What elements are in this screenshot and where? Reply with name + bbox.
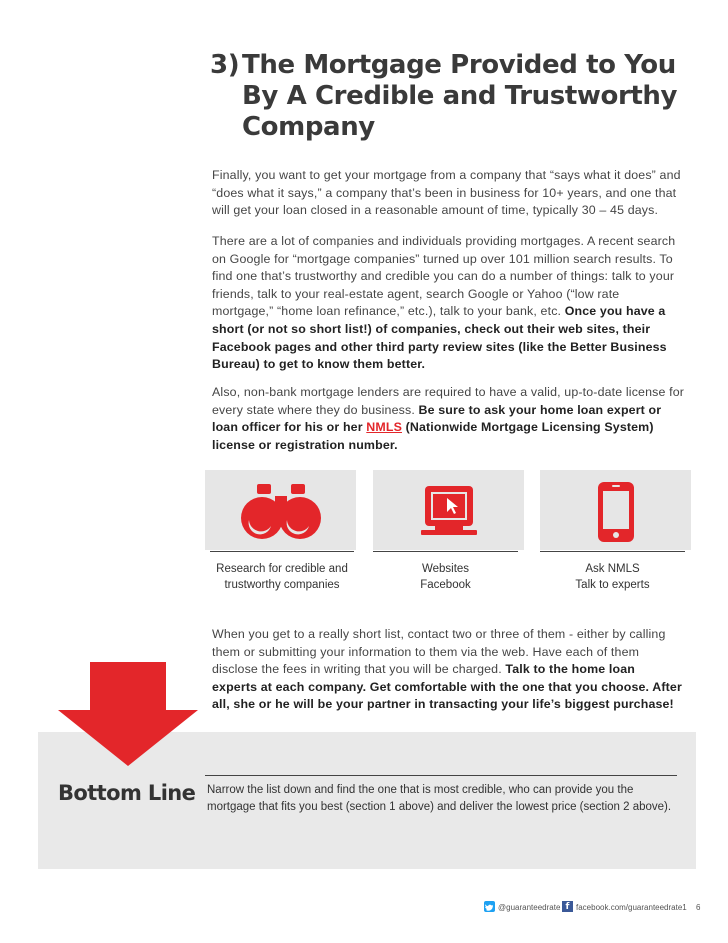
card-research xyxy=(205,470,356,550)
page-number: 6 xyxy=(696,903,701,912)
computer-monitor-icon xyxy=(421,484,477,536)
heading-line-2: By A Credible and Trustworthy xyxy=(242,81,678,111)
card-label-ask-nmls-line-2: Talk to experts xyxy=(575,579,650,591)
paragraph-shortlist-emphasis: Talk to the home loan experts at each company. Get comfortable with the one that you choose. After all, she or he will be your partner in transacting your life’s biggest purchase! xyxy=(212,662,682,712)
heading-line-1: The Mortgage Provided to You xyxy=(242,50,676,80)
card-label-research-line-1: Research for credible and xyxy=(216,563,348,575)
nmls-link[interactable]: NMLS xyxy=(366,420,402,435)
paragraph-shortlist xyxy=(212,626,682,714)
bottom-line-rule xyxy=(205,775,677,776)
twitter-handle[interactable]: @guaranteedrate xyxy=(498,903,561,912)
card-rule-2 xyxy=(373,551,518,552)
paragraph-licensing xyxy=(212,384,684,454)
paragraph-intro: Finally, you want to get your mortgage from a company that “says what it does” and “does what it says,” a company that’s been in business for 10+ years, and one that will get your loan closed in a reasonable amount of time, typically 30 – 45 days. xyxy=(212,168,681,218)
card-label-research xyxy=(205,561,359,593)
down-arrow-icon xyxy=(58,662,198,766)
paragraph-research-text: There are a lot of companies and individuals providing mortgages. A recent search on Google for “mortgage companies” turned up over 101 million search results. To find one that’s trustworthy and credible you can do a number of things: talk to your friends, talk to your real-estate agent, search Google or Yahoo (“low rate mortgage,” “home loan refinance,” etc.), talk to your bank, etc. xyxy=(212,234,676,319)
card-label-ask-nmls xyxy=(540,561,685,593)
paragraph-shortlist-text: When you get to a really short list, contact two or three of them - either by calling them or submitting your information to them via the web. Have each of them disclose the fees in writing that you will be charged. xyxy=(212,627,666,677)
heading-line-3: Company xyxy=(242,112,375,142)
facebook-url[interactable]: facebook.com/guaranteedrate1 xyxy=(576,903,687,912)
paragraph-research xyxy=(212,233,684,374)
card-websites xyxy=(373,470,524,550)
card-label-research-line-2: trustworthy companies xyxy=(224,579,340,591)
twitter-icon[interactable] xyxy=(484,901,495,912)
card-rule-3 xyxy=(540,551,685,552)
paragraph-licensing-emphasis-b: (Nationwide Mortgage Licensing System) license or registration number. xyxy=(212,420,654,452)
paragraph-research-emphasis: Once you have a short (or not so short list!) of companies, check out their web sites, their Facebook pages and other third party review sites (like the Better Business Bureau) to get to know them better. xyxy=(212,304,667,372)
card-label-websites xyxy=(373,561,518,593)
facebook-icon[interactable]: f xyxy=(562,901,573,912)
paragraph-licensing-text: Also, non-bank mortgage lenders are required to have a valid, up-to-date license for every state where they do business. xyxy=(212,385,685,417)
card-label-websites-line-1: Websites xyxy=(421,563,470,575)
binoculars-icon xyxy=(240,482,322,542)
section-heading xyxy=(210,50,680,143)
bottom-line-title: Bottom Line xyxy=(58,781,196,805)
card-label-websites-line-2: Facebook xyxy=(420,579,471,591)
card-label-ask-nmls-line-1: Ask NMLS xyxy=(585,563,640,575)
bottom-line-text: Narrow the list down and find the one that is most credible, who can provide you the mortgage that fits you best (section 1 above) and deliver the lowest price (section 2 above). xyxy=(207,784,672,813)
paragraph-licensing-emphasis-a: Be sure to ask your home loan expert or loan officer for his or her xyxy=(212,402,662,435)
smartphone-icon xyxy=(598,482,634,542)
card-ask-nmls xyxy=(540,470,691,550)
card-rule-1 xyxy=(210,551,354,552)
section-number: 3) xyxy=(210,50,240,80)
